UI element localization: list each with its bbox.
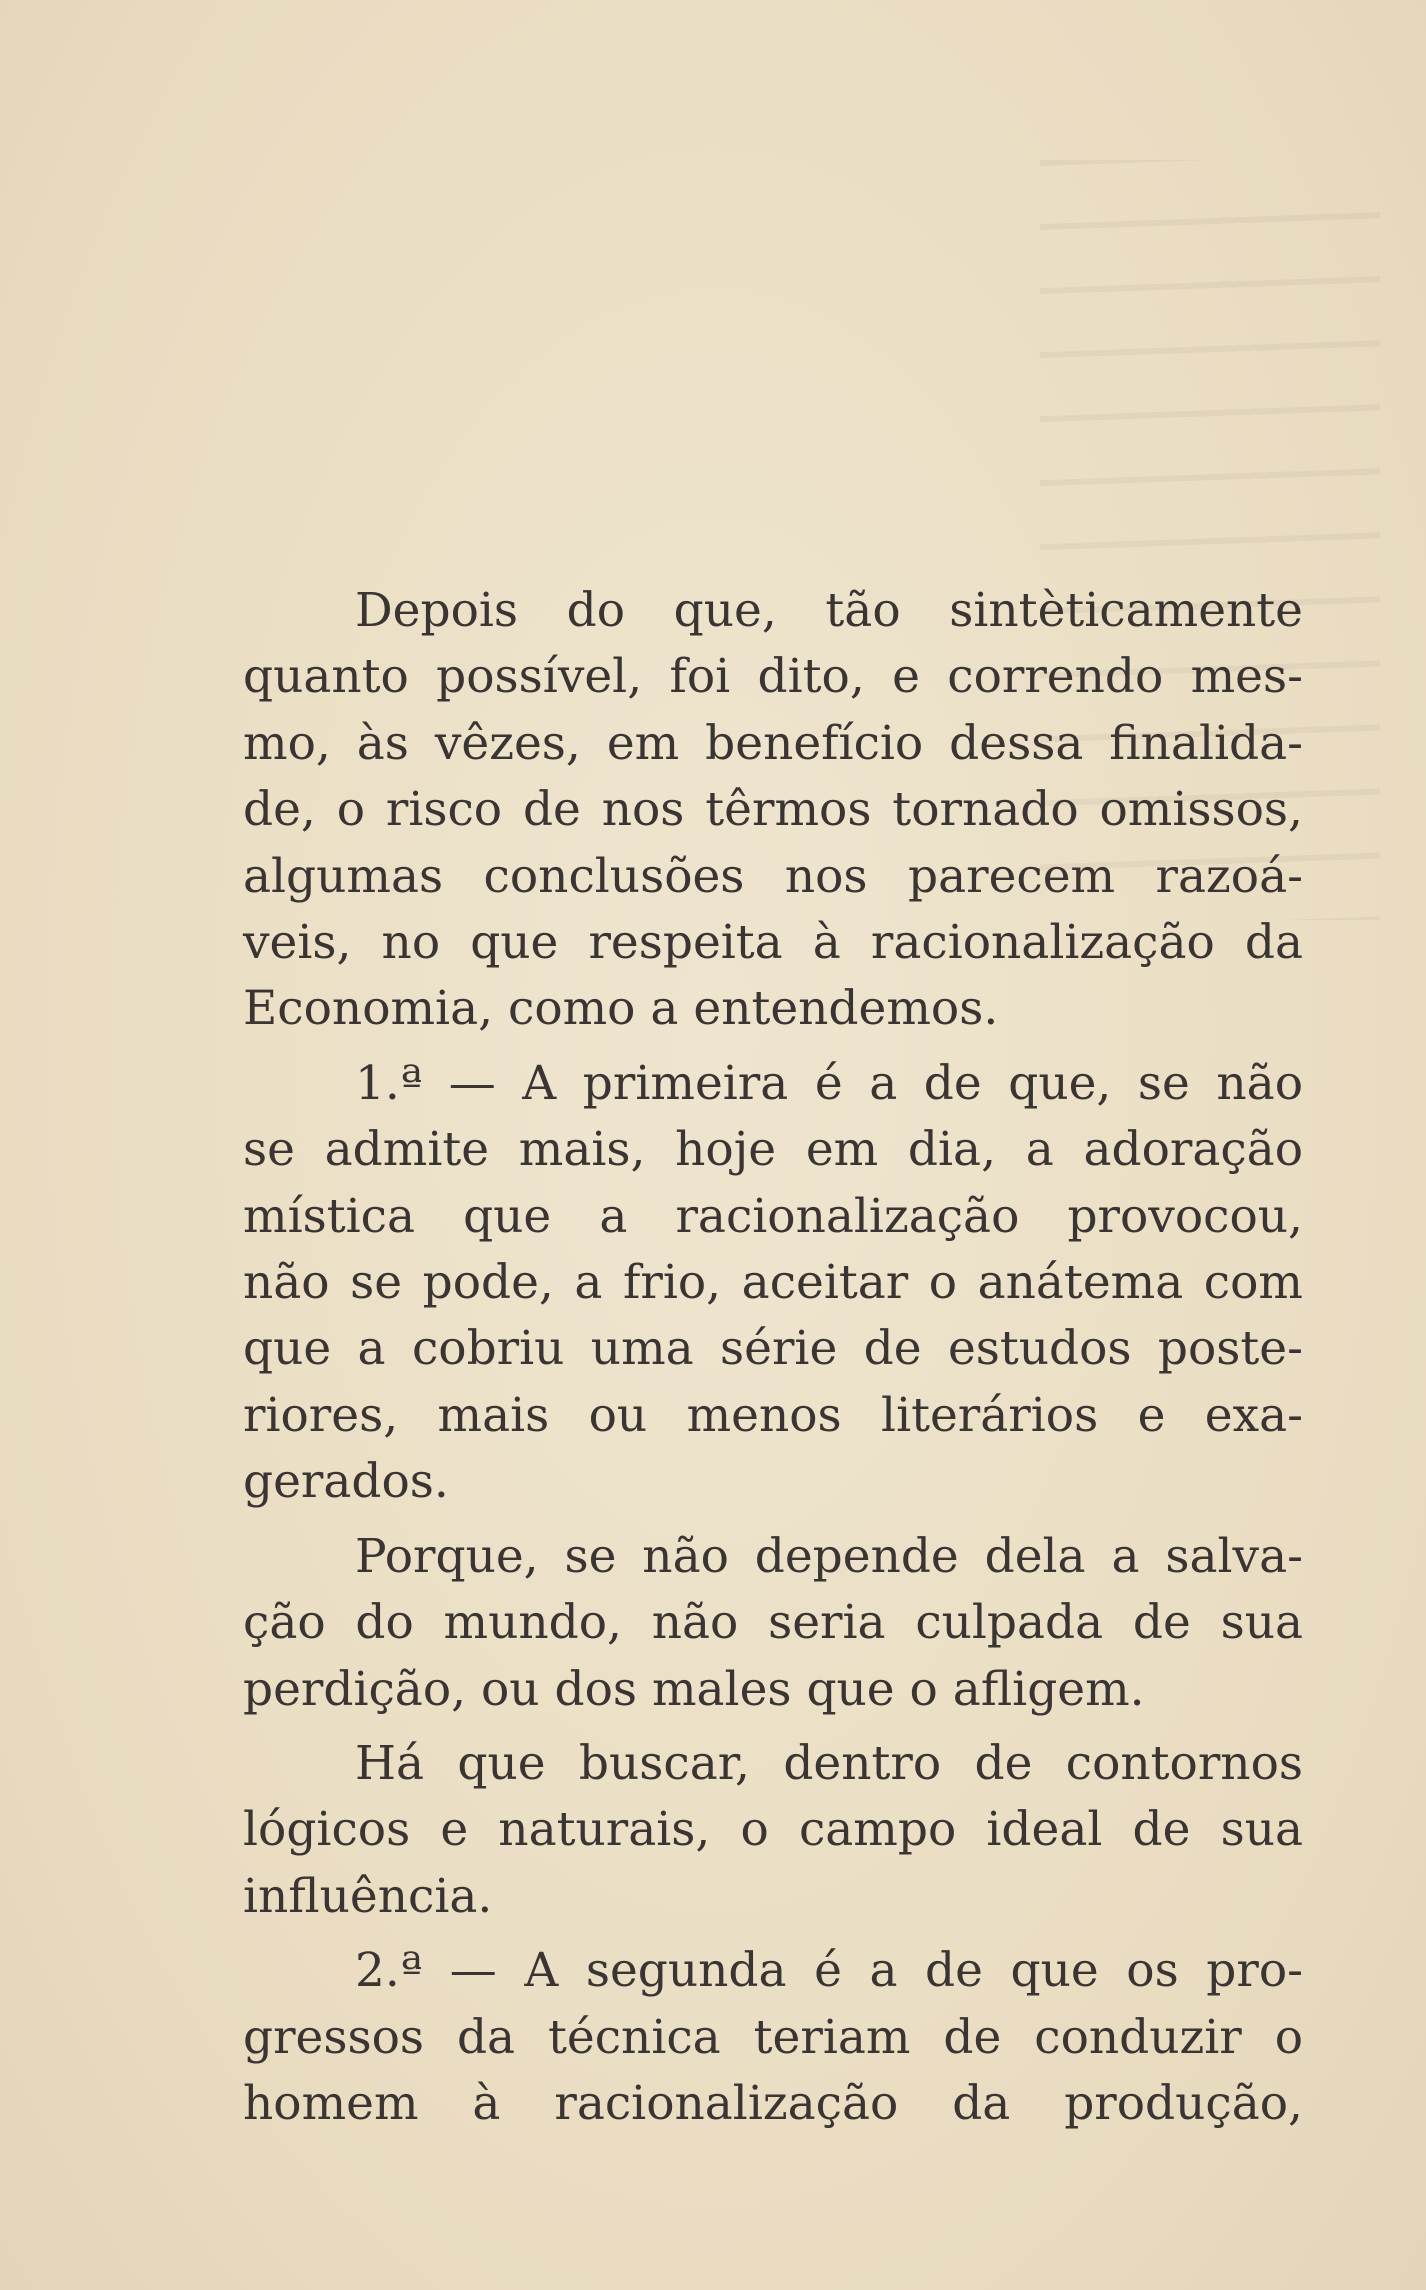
text-line: algumas conclusões nos parecem razoá-	[243, 848, 1303, 904]
paragraph-1	[243, 578, 1303, 1043]
text-line: veis, no que respeita à racionalização da	[243, 915, 1303, 971]
text-line: perdição, ou dos males que o afligem.	[243, 1661, 1145, 1717]
text-line: mo, às vêzes, em benefício dessa finalida-	[243, 715, 1303, 771]
text-line: riores, mais ou menos literários e exa-	[243, 1387, 1303, 1443]
text-line: 1.ª — A primeira é a de que, se não	[355, 1055, 1303, 1111]
text-line: Economia, como a entendemos.	[243, 981, 999, 1037]
text-line: 2.ª — A segunda é a de que os pro-	[355, 1943, 1303, 1999]
text-line: de, o risco de nos têrmos tornado omissos,	[243, 782, 1303, 838]
text-line: que a cobriu uma série de estudos poste-	[243, 1321, 1303, 1377]
paragraph-4	[243, 1731, 1303, 1930]
text-line: influência.	[243, 1868, 493, 1924]
text-line: Depois do que, tão sintèticamente	[355, 583, 1303, 638]
text-line: ção do mundo, não seria culpada de sua	[243, 1595, 1303, 1651]
text-line: Há que buscar, dentro de contornos	[355, 1735, 1303, 1791]
text-line: mística que a racionalização provocou,	[243, 1188, 1303, 1244]
text-line: se admite mais, hoje em dia, a adoração	[243, 1122, 1303, 1178]
text-line: homem à racionalização da produção,	[243, 2075, 1303, 2131]
text-line: quanto possível, foi dito, e correndo mes-	[243, 649, 1303, 705]
text-line: Porque, se não depende dela a salva-	[355, 1528, 1303, 1584]
text-line: gressos da técnica teriam de conduzir o	[243, 2009, 1303, 2065]
text-line: não se pode, a frio, aceitar o anátema com	[243, 1255, 1303, 1311]
paragraph-3	[243, 1524, 1303, 1723]
paragraph-5	[243, 1938, 1303, 2137]
text-line: lógicos e naturais, o campo ideal de sua	[243, 1802, 1303, 1858]
text-line: gerados.	[243, 1454, 449, 1510]
text-body	[243, 578, 1303, 2145]
paragraph-2	[243, 1051, 1303, 1516]
